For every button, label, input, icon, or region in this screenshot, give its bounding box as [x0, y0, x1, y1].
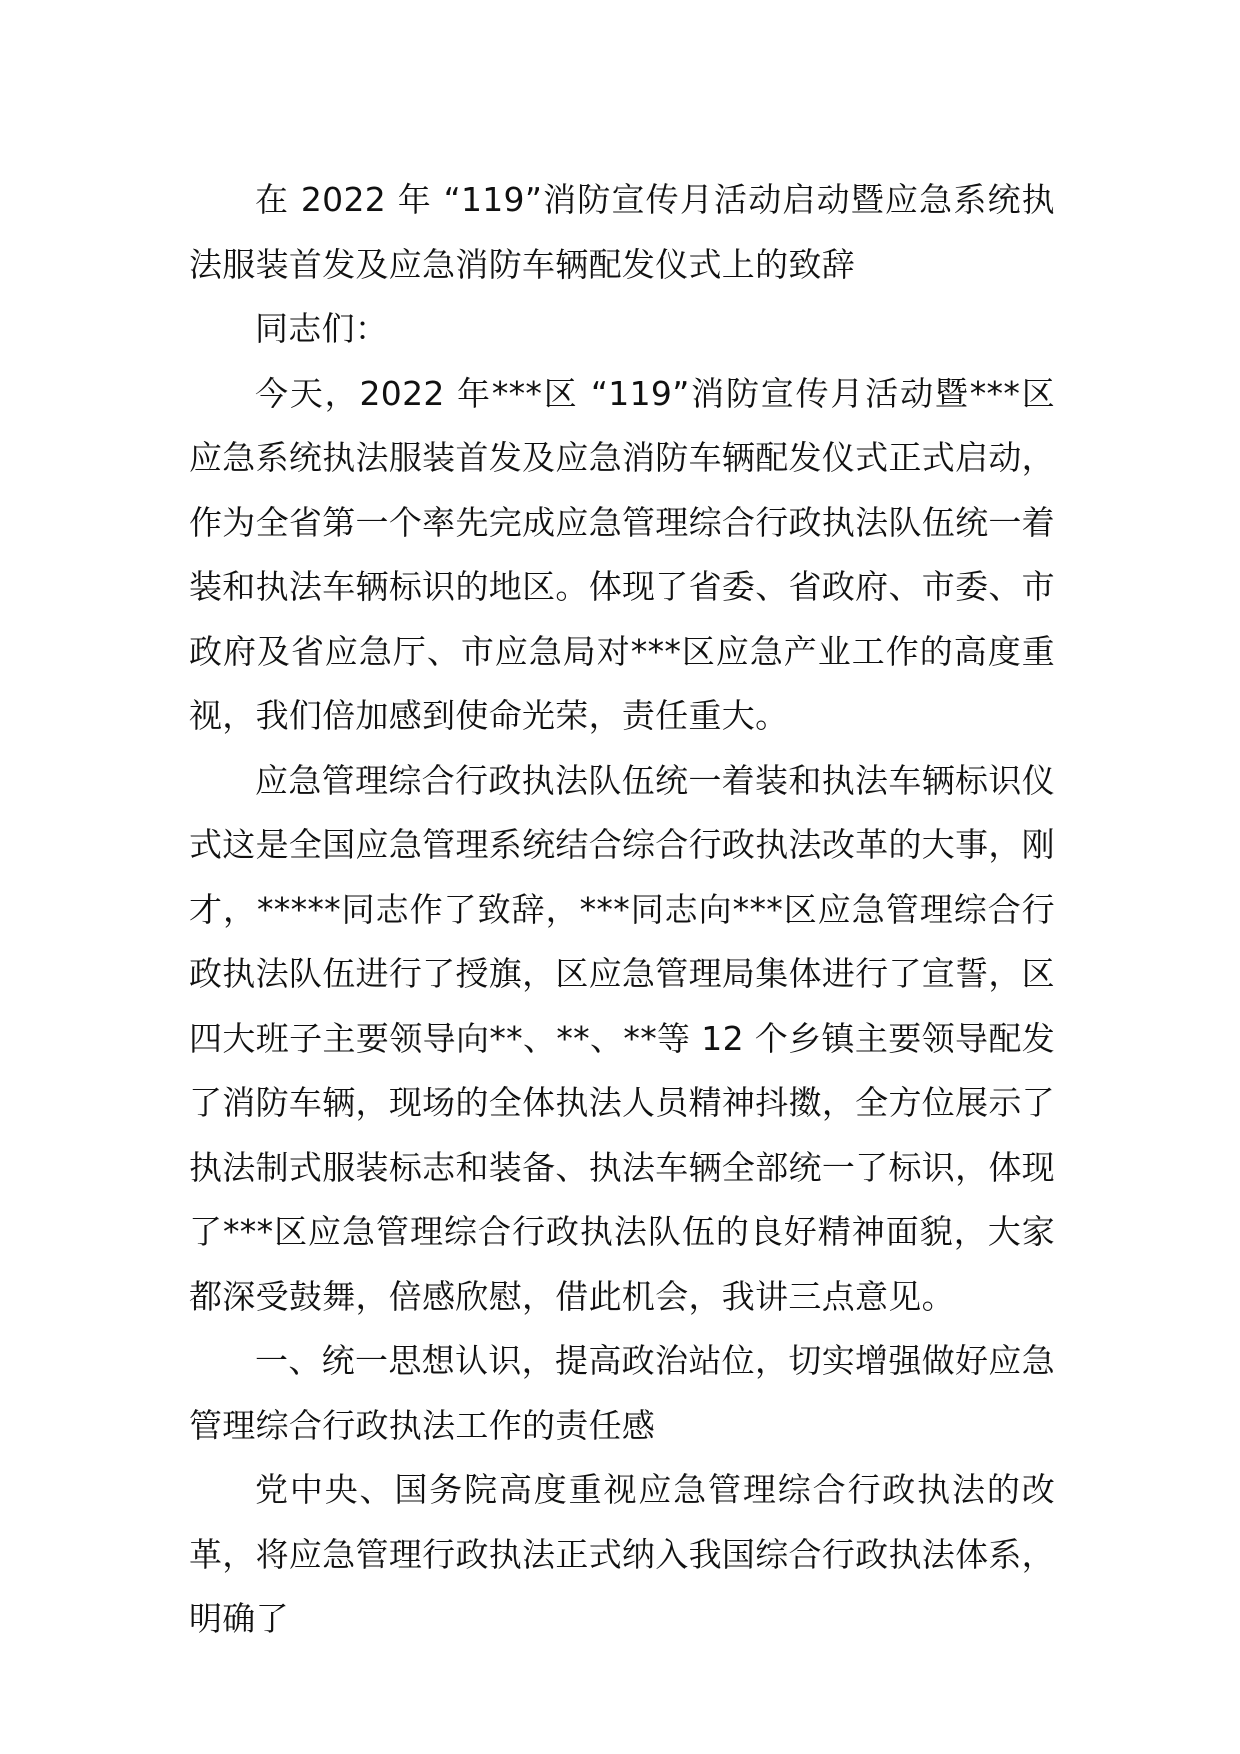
- section-heading: 一、统一思想认识，提高政治站位，切实增强做好应急管理综合行政执法工作的责任感: [189, 1341, 1055, 1445]
- closing-paragraph: 党中央、国务院高度重视应急管理综合行政执法的改革，将应急管理行政执法正式纳入我国综合行政执法体系，明确了: [189, 1470, 1055, 1638]
- body-paragraph: 应急管理综合行政执法队伍统一着装和执法车辆标识仪式这是全国应急管理系统结合综合行政执法改革的大事，刚才，*****同志作了致辞，***同志向***区应急管理综合行政执法队伍进行了授旗，区应急管理局集体进行了宣誓，区四大班子主要领导向**、**、**等 12 个乡镇主要领导配发了消防车辆，现场的全体执法人员精神抖擞，全方位展示了执法制式服装标志和装备、执法车辆全部统一了标识，体现了***区应急管理综合行政执法队伍的良好精神面貌，大家都深受鼓舞，倍感欣慰，借此机会，我讲三点意见。: [189, 760, 1055, 1316]
- document-body: [189, 168, 1055, 1652]
- document-title: 在 2022 年 “119”消防宣传月活动启动暨应急系统执法服装首发及应急消防车辆配发仪式上的致辞: [189, 180, 1055, 284]
- salutation: 同志们：: [255, 309, 389, 348]
- body-paragraph: 今天，2022 年***区 “119”消防宣传月活动暨***区应急系统执法服装首发及应急消防车辆配发仪式正式启动，作为全省第一个率先完成应急管理综合行政执法队伍统一着装和执法车辆标识的地区。体现了省委、省政府、市委、市政府及省应急厅、市应急局对***区应急产业工作的高度重视，我们倍加感到使命光荣，责任重大。: [189, 373, 1055, 735]
